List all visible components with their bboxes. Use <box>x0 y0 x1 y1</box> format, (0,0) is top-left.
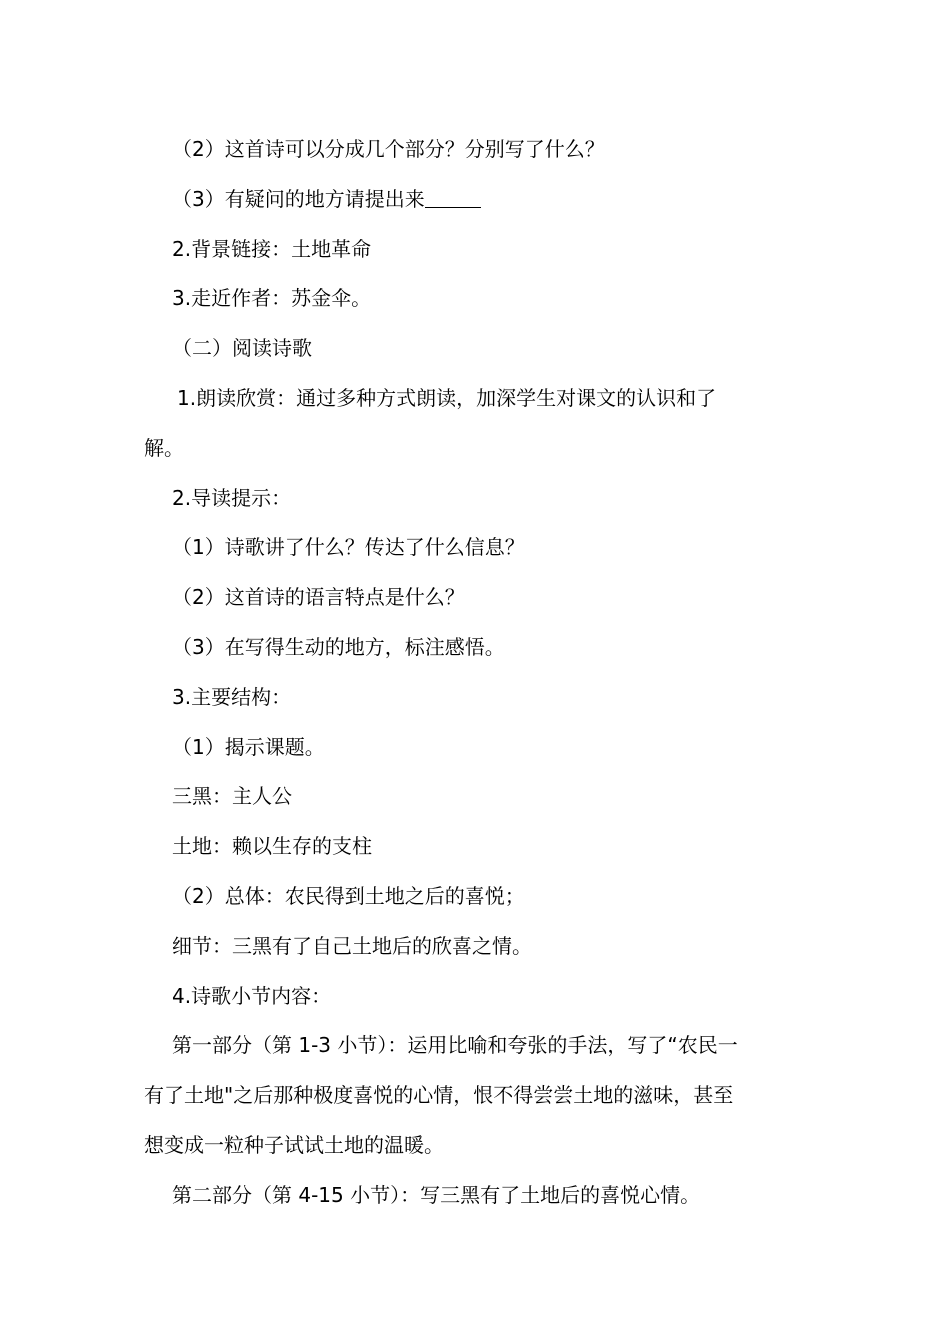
paragraph-line: （3）在写得生动的地方，标注感悟。 <box>172 634 505 659</box>
paragraph-line: （2）这首诗的语言特点是什么？ <box>172 585 465 610</box>
paragraph-line: 1.朗读欣赏：通过多种方式朗读，加深学生对课文的认识和了 <box>177 385 717 410</box>
paragraph-line: 有了土地"之后那种极度喜悦的心情，恨不得尝尝土地的滋味，甚至 <box>144 1083 734 1108</box>
paragraph-line: （1）揭示课题。 <box>172 734 325 759</box>
paragraph-line: （2）总体：农民得到土地之后的喜悦； <box>172 883 525 908</box>
paragraph-line: 第一部分（第 1-3 小节）：运用比喻和夸张的手法，写了“农民一 <box>172 1033 738 1058</box>
paragraph-line: 土地：赖以生存的支柱 <box>172 834 372 859</box>
paragraph-line: 3.主要结构： <box>172 684 292 709</box>
paragraph-line: （2）这首诗可以分成几个部分？分别写了什么？ <box>172 137 605 161</box>
paragraph-line: 2.导读提示： <box>172 485 292 510</box>
section-heading: （二）阅读诗歌 <box>172 336 312 361</box>
paragraph-line: 细节：三黑有了自己土地后的欣喜之情。 <box>172 933 532 958</box>
fill-in-blank <box>425 187 481 208</box>
paragraph-line: （3）有疑问的地方请提出来 <box>144 175 809 225</box>
paragraph-line: （1）诗歌讲了什么？传达了什么信息？ <box>172 535 525 560</box>
document-body <box>144 125 809 1221</box>
paragraph-line: 三黑：主人公 <box>172 784 292 809</box>
paragraph-line: 2.背景链接：土地革命 <box>172 236 372 261</box>
paragraph-line: 4.诗歌小节内容： <box>172 983 332 1008</box>
paragraph-line: 第二部分（第 4-15 小节）：写三黑有了土地后的喜悦心情。 <box>172 1182 701 1207</box>
paragraph-line: 想变成一粒种子试试土地的温暖。 <box>144 1132 444 1157</box>
paragraph-line: 3.走近作者：苏金伞。 <box>172 286 372 311</box>
paragraph-line: 解。 <box>144 435 184 460</box>
